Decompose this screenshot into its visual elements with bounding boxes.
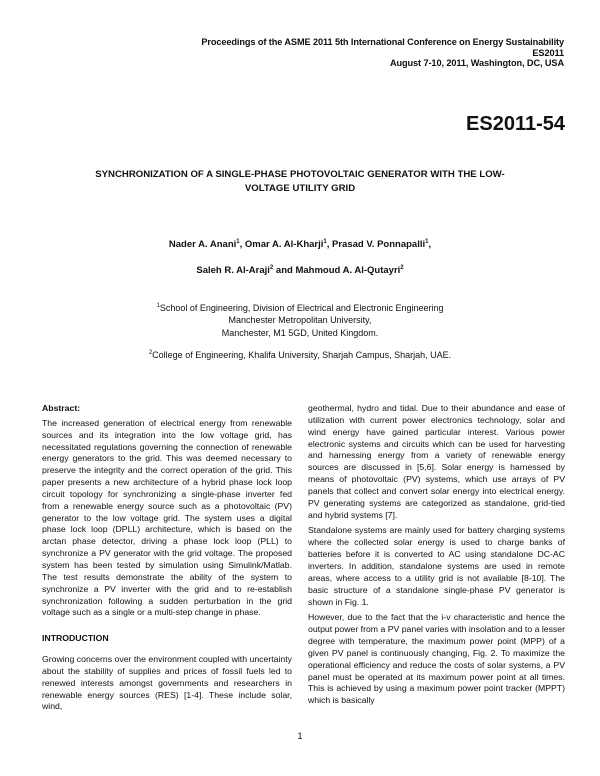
author-affiliation-mark: 2: [269, 264, 274, 271]
author-affiliation-mark: 1: [323, 238, 327, 245]
affiliation-mark: 2: [148, 350, 153, 356]
proceedings-title: Proceedings of the ASME 2011 5th International Conference on Energy Sustainability: [201, 37, 564, 47]
author-separator: ,: [428, 239, 432, 250]
introduction-text: Growing concerns over the environment coupled with uncertainty about the stability of supplies and prices of fossil fuels led to renewed interests amongst governments and researchers in renewable energy sources (RES) [1-4]. These include solar, wind,: [42, 654, 292, 712]
author-name: Saleh R. Al-Araji: [196, 265, 270, 276]
proceedings-header: [201, 37, 564, 69]
paper-title-line-1: SYNCHRONIZATION OF A SINGLE-PHASE PHOTOVOLTAIC GENERATOR WITH THE LOW-: [95, 169, 505, 180]
abstract-text: The increased generation of electrical energy from renewable sources and its integration into the low voltage grid, has necessitated regulations governing the connection of renewable energy generators to the grid. This was deemed necessary to preserve the integrity and the correct operation of the grid. This paper presents a new architecture of a hybrid phase lock loop circuit topology for synchronizing a single-phase inverter fed from a renewable energy source such as a photovoltaic (PV) generator to the low voltage grid. The system uses a digital phase lock loop (DPLL) architecture, which is based on the arctan phase detector, driving a phase lock loop (PLL) to synchronize a PV generator with the grid voltage. The proposed system has been tested by simulation using Simulink/Matlab. The test results demonstrate the ability of the system to synchronize a PV inverter with the grid and to re-establish synchronization following a sudden perturbation in the grid voltage such as a single or a multi-step change in phase.: [42, 417, 292, 618]
author-affiliation-mark: 1: [425, 238, 429, 245]
paper-id: ES2011-54: [466, 113, 565, 135]
introduction-heading: INTRODUCTION: [42, 633, 109, 644]
author-name: Mahmoud A. Al-Qutayri: [295, 265, 401, 276]
conference-code: ES2011: [532, 47, 564, 58]
left-column: [42, 403, 292, 717]
author-name: Nader A. Anani: [168, 239, 237, 250]
body-paragraph: Standalone systems are mainly used for battery charging systems where the collected solar energy is used to charge banks of batteries before it is converted to AC using standalone DC-AC inverters. In addition, standalone systems are used in remote areas, where access to a utility grid is not available [8-10]. The basic structure of a standalone single-phase PV generator is shown in Fig. 1.: [308, 525, 565, 607]
author-name: Prasad V. Ponnapalli: [332, 239, 426, 250]
right-column: [308, 403, 565, 711]
author-name: Omar A. Al-Kharji: [244, 239, 324, 250]
body-paragraph: However, due to the fact that the i-v characteristic and hence the output power from a PV panel varies with insolation and to a lesser degree with temperature, the maximum power point (MPP) of a given PV panel is continuously changing, Fig. 2. To maximize the operational efficiency and reduce the costs of solar systems, a PV panel must be operated at its maximum power point at all times. This is achieved by using a maximum power point tracker (MPPT) which is basically: [308, 612, 565, 706]
body-paragraph: geothermal, hydro and tidal. Due to their abundance and ease of utilization with current power electronics technology, solar and wind energy have gained particular interest. Various power electronic systems and circuits which can be used for harvesting and harnessing energy from a variety of renewable energy sources are discussed in [5,6]. Solar energy is harnessed by means of photovoltaic (PV) systems, which use arrays of PV panels that collect and convert solar energy into electrical energy. PV generating systems are categorized as standalone, grid-tied and hybrid systems [7].: [308, 403, 565, 520]
author-affiliation-mark: 2: [400, 264, 404, 271]
paper-title: [40, 168, 560, 196]
page-number: 1: [297, 731, 303, 741]
conference-date-location: August 7-10, 2011, Washington, DC, USA: [389, 58, 564, 68]
authors-line-2: [40, 265, 560, 276]
paper-title-line-2: VOLTAGE UTILITY GRID: [244, 183, 356, 194]
affiliation-line: College of Engineering, Khalifa University, Sharjah Campus, Sharjah, UAE.: [152, 350, 452, 360]
authors-line-1: [40, 239, 560, 250]
affiliation-line: Manchester, M1 5GD, United Kingdom.: [221, 327, 379, 338]
abstract-heading: Abstract:: [42, 403, 81, 413]
author-separator: and: [273, 265, 296, 276]
affiliation-line: School of Engineering, Division of Electrical and Electronic Engineering: [159, 303, 444, 313]
affiliation-1: [40, 302, 560, 339]
author-separator: ,: [326, 239, 333, 250]
author-affiliation-mark: 1: [236, 238, 240, 245]
affiliation-mark: 1: [156, 303, 160, 309]
author-separator: ,: [239, 239, 245, 250]
affiliation-2: [40, 349, 560, 361]
affiliation-line: Manchester Metropolitan University,: [228, 315, 372, 326]
